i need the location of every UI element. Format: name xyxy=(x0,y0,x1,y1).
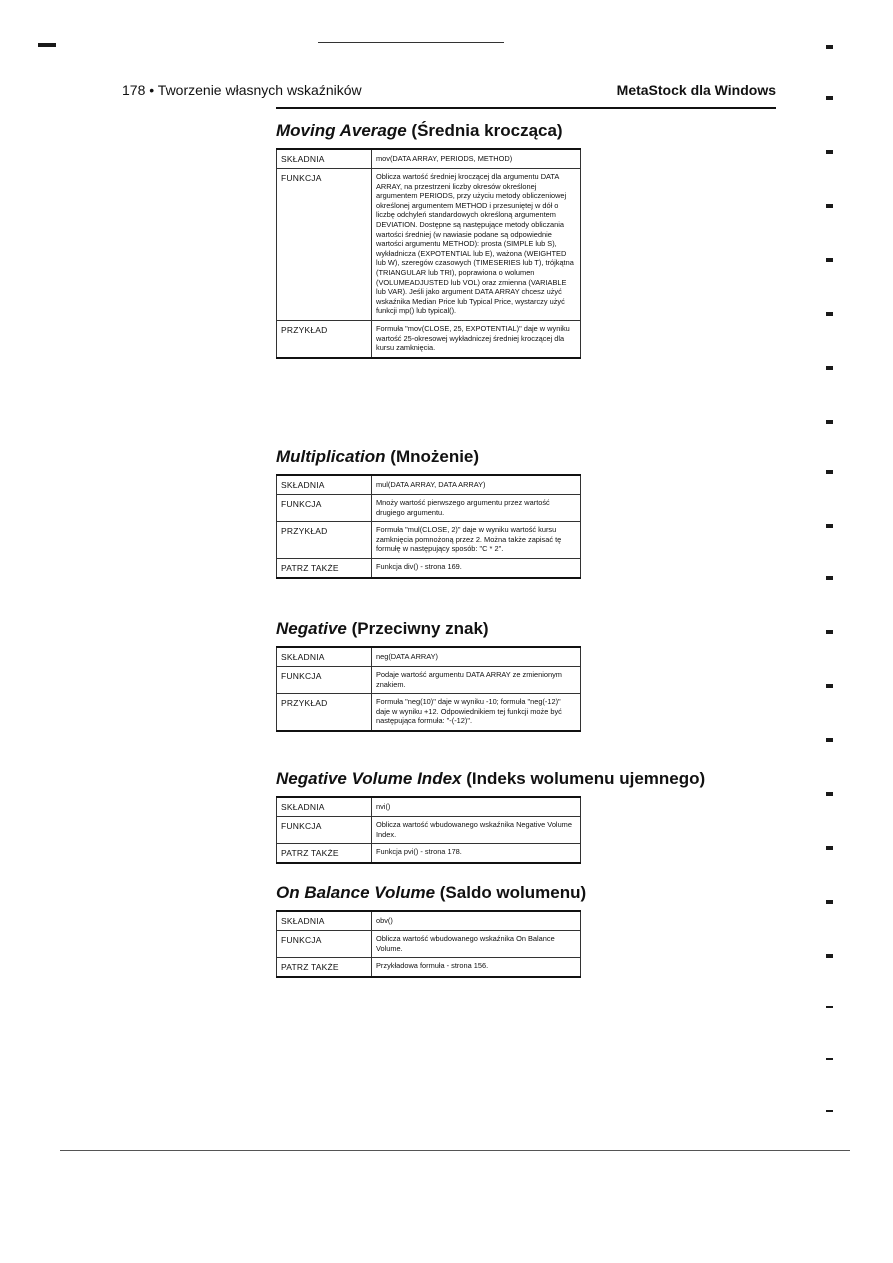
scan-mark xyxy=(826,846,833,850)
scan-mark xyxy=(826,45,833,49)
scan-mark xyxy=(826,954,833,958)
row-value: Mnoży wartość pierwszego argumentu przez wartość drugiego argumentu. xyxy=(372,495,581,522)
row-key: PRZYKŁAD xyxy=(277,694,372,731)
scan-mark xyxy=(826,630,833,634)
row-value: mov(DATA ARRAY, PERIODS, METHOD) xyxy=(372,149,581,169)
section-moving-average xyxy=(276,120,606,359)
row-key: PRZYKŁAD xyxy=(277,522,372,559)
row-value: mul(DATA ARRAY, DATA ARRAY) xyxy=(372,475,581,495)
row-key: PATRZ TAKŻE xyxy=(277,558,372,578)
section-title-pl: (Indeks wolumenu ujemnego) xyxy=(466,769,706,788)
row-value: Formuła "mul(CLOSE, 2)" daje w wyniku wartość kursu zamknięcia pomnożoną przez 2. Można także zapisać tę formułę w następujący sposób: "C * 2". xyxy=(372,522,581,559)
section-title-pl: (Średnia krocząca) xyxy=(411,121,563,140)
scan-mark xyxy=(826,258,833,262)
row-key: PRZYKŁAD xyxy=(277,320,372,357)
row-key: FUNKCJA xyxy=(277,169,372,321)
section-title xyxy=(276,120,606,142)
scan-mark xyxy=(826,576,833,580)
definition-table xyxy=(276,148,581,359)
row-key: FUNKCJA xyxy=(277,817,372,844)
row-value: Oblicza wartość średniej kroczącej dla argumentu DATA ARRAY, na przestrzeni liczby okresów określonej argumentem PERIODS, przy użyciu metody obliczeniowej określonej argumentem METHOD i przesuniętej w dół o liczbę odchyleń standardowych określoną argumentem DEVIATION. Dostępne są następujące metody obliczania wartości średniej (w nawiasie podane są odpowiednie wartości argumentu METHOD): prosta (SIMPLE lub S), wykładnicza (EXPOTENTIAL lub E), ważona (WEIGHTED lub W), szeregów czasowych (TIMESERIES lub T), trójkątna (TRIANGULAR lub TRI), poprawiona o wolumen (VOLUMEADJUSTED lub VOL) oraz zmienna (VARIABLE lub VAR). Jeśli jako argument DATA ARRAY chcesz użyć wskaźnika Median Price lub Typical Price, wystarczy użyć funkcji mp() lub typical(). xyxy=(372,169,581,321)
scan-mark xyxy=(826,204,833,208)
header-book-title: MetaStock dla Windows xyxy=(616,82,776,98)
table-row xyxy=(277,320,581,357)
section-title xyxy=(276,618,606,640)
table-row xyxy=(277,844,581,864)
row-value: nvi() xyxy=(372,797,581,817)
scan-mark xyxy=(826,792,833,796)
scan-mark xyxy=(826,1006,833,1008)
row-value: Funkcja div() - strona 169. xyxy=(372,558,581,578)
row-key: FUNKCJA xyxy=(277,667,372,694)
scan-mark xyxy=(826,420,833,424)
row-value: obv() xyxy=(372,911,581,931)
header-chapter: 178 • Tworzenie własnych wskaźników xyxy=(122,82,362,98)
section-title xyxy=(276,882,606,904)
row-value: Przykładowa formuła - strona 156. xyxy=(372,958,581,978)
section-title-en: On Balance Volume xyxy=(276,883,436,902)
header-rule xyxy=(276,107,776,109)
table-row xyxy=(277,931,581,958)
row-key: SKŁADNIA xyxy=(277,647,372,667)
table-row xyxy=(277,495,581,522)
scan-mark xyxy=(826,366,833,370)
row-value: Oblicza wartość wbudowanego wskaźnika Negative Volume Index. xyxy=(372,817,581,844)
row-value: Funkcja pvi() - strona 178. xyxy=(372,844,581,864)
row-key: PATRZ TAKŻE xyxy=(277,844,372,864)
row-value: Formuła "mov(CLOSE, 25, EXPOTENTIAL)" daje w wyniku wartość 25-okresowej wykładniczej średniej kroczącej dla kursu zamknięcia. xyxy=(372,320,581,357)
scan-mark xyxy=(826,738,833,742)
row-key: SKŁADNIA xyxy=(277,149,372,169)
table-row xyxy=(277,558,581,578)
definition-table xyxy=(276,646,581,732)
row-key: FUNKCJA xyxy=(277,495,372,522)
table-row xyxy=(277,911,581,931)
row-key: PATRZ TAKŻE xyxy=(277,958,372,978)
section-title xyxy=(276,768,706,790)
table-row xyxy=(277,797,581,817)
scan-mark xyxy=(826,900,833,904)
table-row xyxy=(277,522,581,559)
section-on-balance-volume xyxy=(276,882,606,978)
definition-table xyxy=(276,796,581,864)
top-rule xyxy=(318,42,504,43)
row-key: FUNKCJA xyxy=(277,931,372,958)
running-header xyxy=(122,82,776,104)
table-row xyxy=(277,475,581,495)
table-row xyxy=(277,149,581,169)
section-title-en: Moving Average xyxy=(276,121,407,140)
bottom-rule xyxy=(60,1150,850,1151)
definition-table xyxy=(276,910,581,978)
scan-mark xyxy=(38,43,56,47)
row-value: Formuła "neg(10)" daje w wyniku -10; formuła "neg(-12)" daje w wyniku +12. Odpowiednikiem tej funkcji może być następująca formuła: "-(-12)". xyxy=(372,694,581,731)
row-value: Oblicza wartość wbudowanego wskaźnika On Balance Volume. xyxy=(372,931,581,958)
row-key: SKŁADNIA xyxy=(277,911,372,931)
scan-mark xyxy=(826,524,833,528)
section-title xyxy=(276,446,606,468)
section-title-pl: (Saldo wolumenu) xyxy=(439,883,587,902)
section-title-en: Negative Volume Index xyxy=(276,769,462,788)
section-negative xyxy=(276,618,606,732)
row-key: SKŁADNIA xyxy=(277,797,372,817)
scan-mark xyxy=(826,1110,833,1112)
definition-table xyxy=(276,474,581,579)
table-row xyxy=(277,647,581,667)
row-key: SKŁADNIA xyxy=(277,475,372,495)
table-row xyxy=(277,694,581,731)
row-value: Podaje wartość argumentu DATA ARRAY ze zmienionym znakiem. xyxy=(372,667,581,694)
scan-mark xyxy=(826,684,833,688)
scan-mark xyxy=(826,150,833,154)
table-row xyxy=(277,817,581,844)
section-title-pl: (Mnożenie) xyxy=(390,447,480,466)
table-row xyxy=(277,169,581,321)
scan-mark xyxy=(826,1058,833,1060)
table-row xyxy=(277,667,581,694)
scan-mark xyxy=(826,96,833,100)
section-title-en: Negative xyxy=(276,619,347,638)
scan-mark xyxy=(826,470,833,474)
scan-mark xyxy=(826,312,833,316)
section-multiplication xyxy=(276,446,606,579)
row-value: neg(DATA ARRAY) xyxy=(372,647,581,667)
section-title-pl: (Przeciwny znak) xyxy=(351,619,489,638)
section-negative-volume-index xyxy=(276,768,706,864)
table-row xyxy=(277,958,581,978)
section-title-en: Multiplication xyxy=(276,447,386,466)
